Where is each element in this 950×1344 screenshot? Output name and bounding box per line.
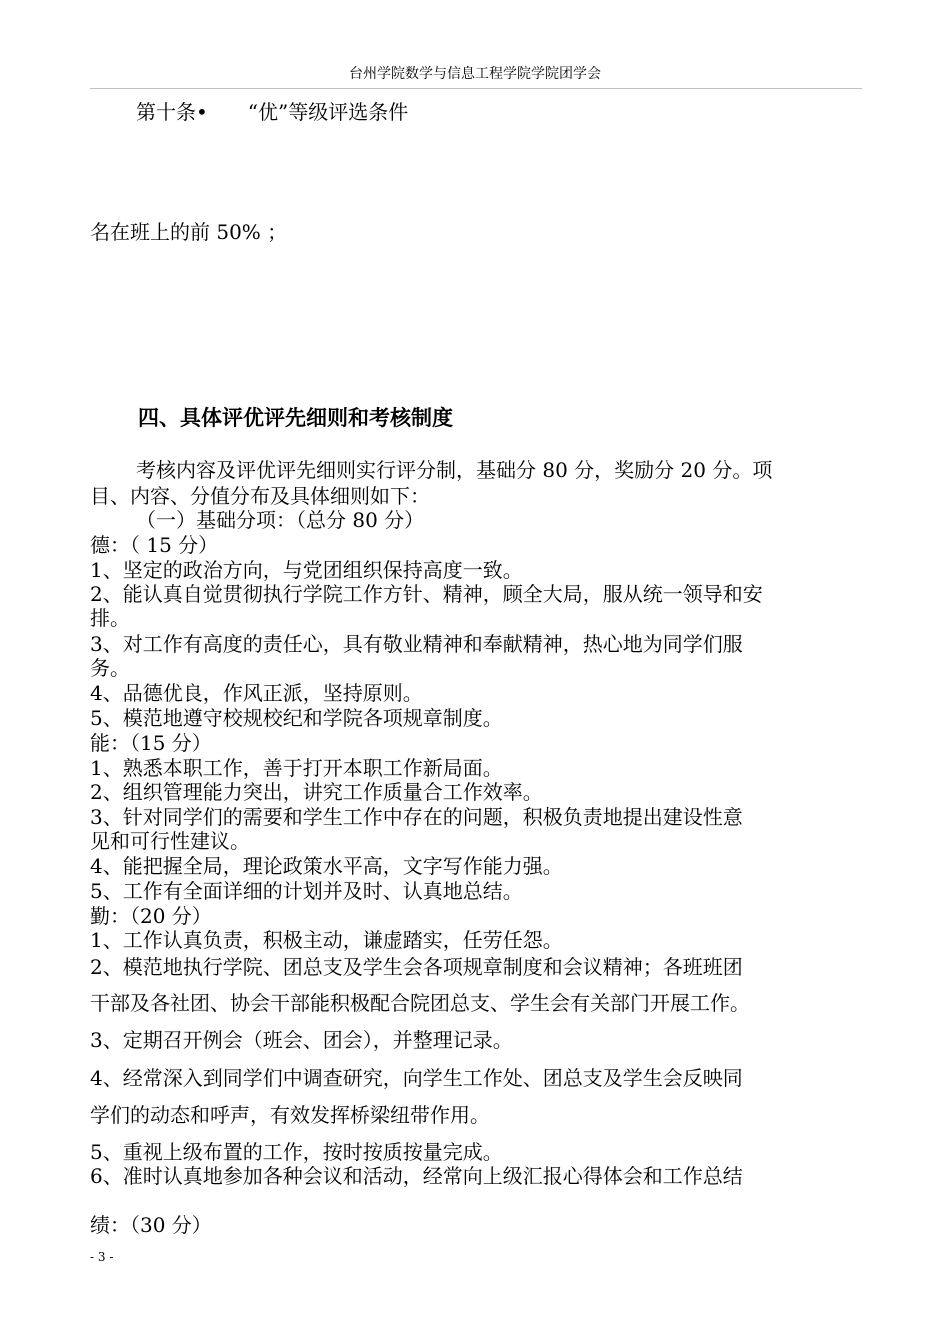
- category-heading: 勤：（20 分）: [90, 904, 212, 928]
- body-line: 4、品德优良，作风正派，坚持原则。: [90, 681, 423, 705]
- body-line: 2、模范地执行学院、团总支及学生会各项规章制度和会议精神；各班班团: [90, 955, 743, 979]
- body-line: 5、重视上级布置的工作，按时按质按量完成。: [90, 1140, 503, 1164]
- body-line: 5、模范地遵守校规校纪和学院各项规章制度。: [90, 706, 503, 730]
- category-heading: 德：（ 15 分）: [90, 533, 219, 557]
- body-line: 5、工作有全面详细的计划并及时、认真地总结。: [90, 879, 523, 903]
- body-line: 干部及各社团、协会干部能积极配合院团总支、学生会有关部门开展工作。: [90, 991, 750, 1015]
- page-number: - 3 -: [90, 1250, 114, 1264]
- page-header: 台州学院数学与信息工程学院学院团学会: [349, 66, 601, 82]
- category-heading: 绩：（30 分）: [90, 1213, 212, 1237]
- category-heading: 能：（15 分）: [90, 731, 212, 755]
- body-line: 1、工作认真负责，积极主动，谦虚踏实，任劳任怨。: [90, 928, 563, 952]
- bullet-continuation: 名在班上的前 50% ；: [90, 220, 288, 244]
- body-line: 见和可行性建议。: [90, 829, 250, 853]
- body-line: 3、针对同学们的需要和学生工作中存在的问题，积极负责地提出建设性意: [90, 805, 743, 829]
- body-line: 2、能认真自觉贯彻执行学院工作方针、精神，顾全大局，服从统一领导和安: [90, 582, 763, 606]
- section-heading: 四、具体评优评先细则和考核制度: [138, 406, 453, 430]
- body-line: 务。: [90, 656, 130, 680]
- article-title: 第十条• “优”等级评选条件: [136, 100, 409, 124]
- body-line: 3、定期召开例会（班会、团会），并整理记录。: [90, 1028, 513, 1052]
- subsection-heading: （一）基础分项：（总分 80 分）: [136, 508, 425, 532]
- body-line: 1、熟悉本职工作，善于打开本职工作新局面。: [90, 756, 503, 780]
- body-line: 1、坚定的政治方向，与党团组织保持高度一致。: [90, 558, 523, 582]
- body-line: 6、准时认真地参加各种会议和活动，经常向上级汇报心得体会和工作总结: [90, 1164, 743, 1188]
- body-line: 4、能把握全局，理论政策水平高，文字写作能力强。: [90, 854, 563, 878]
- body-line: 4、经常深入到同学们中调查研究，向学生工作处、团总支及学生会反映同: [90, 1066, 743, 1090]
- body-line: 考核内容及评优评先细则实行评分制，基础分 80 分，奖励分 20 分。项: [136, 458, 773, 482]
- body-line: 学们的动态和呼声，有效发挥桥梁纽带作用。: [90, 1103, 490, 1127]
- header-divider: [90, 88, 862, 89]
- body-line: 2、组织管理能力突出，讲究工作质量合工作效率。: [90, 780, 543, 804]
- body-line: 排。: [90, 606, 130, 630]
- body-line: 3、对工作有高度的责任心，具有敬业精神和奉献精神，热心地为同学们服: [90, 632, 743, 656]
- body-line: 目、内容、分值分布及具体细则如下：: [90, 484, 430, 508]
